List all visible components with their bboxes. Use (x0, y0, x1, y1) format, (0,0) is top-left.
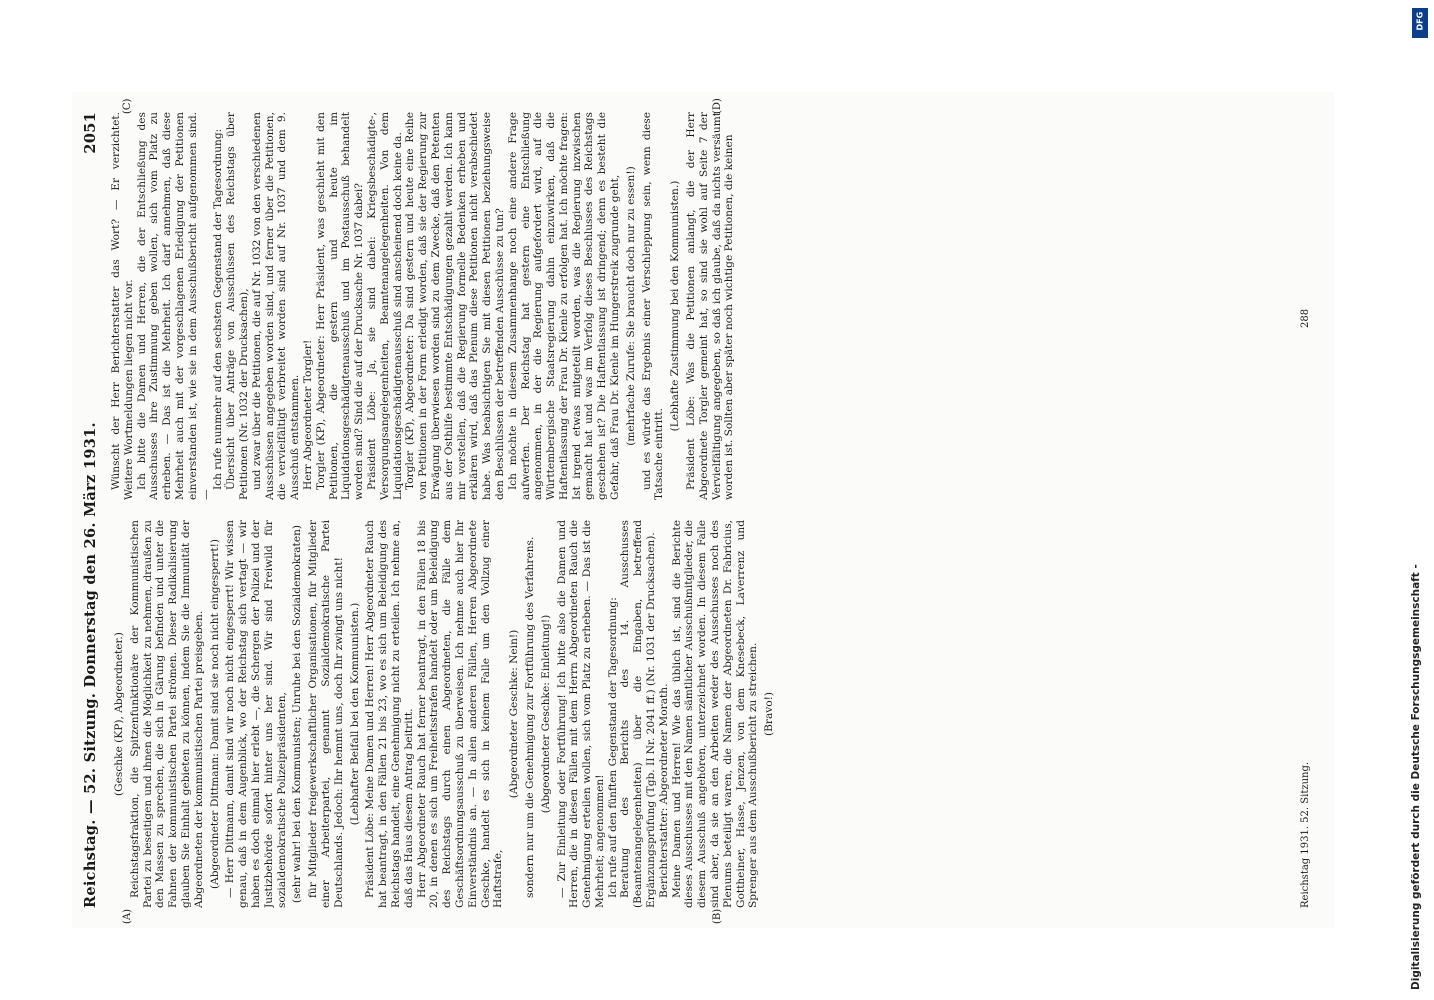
right-column (110, 112, 1290, 500)
paragraph: Ich rufe auf den fünften Gegenstand der Tagesordnung: (606, 597, 619, 898)
paragraph: Ich rufe nunmehr auf den sechsten Gegenstand der Tagesordnung: (212, 128, 225, 490)
left-column (110, 520, 1290, 908)
digitization-sidebar (1406, 0, 1434, 1000)
rotated-page (72, 92, 1334, 928)
paragraph: Beratung des Berichts des 14. Ausschusses (Beamtenangelegenheiten) über die Eingaben, betreffend Ergänzungsprüfung (Tgb. II Nr. 2041 ff.) (Nr. 1031 der Drucksachen). (619, 520, 658, 908)
paragraph: (sehr wahr! bei den Kommunisten; Unruhe bei den Sozialdemokraten) (291, 524, 304, 904)
paragraph: Torgler (KP), Abgeordneter: Herr Präsident, was geschieht mit den Petitionen, die gestern und heute im Liquidationsgeschädigtenausschuß und im Postausschuß behandelt worden sind? Sind die auf der Drucksache Nr. 1037 dabei? (314, 112, 366, 500)
paragraph: (mehrfache Zurufe: Sie braucht doch nur zu essen!) (624, 166, 637, 446)
paragraph: Übersicht über Anträge von Ausschüssen des Reichstags über Petitionen (Nr. 1032 der Drucksachen), (225, 112, 250, 500)
paragraph: (Bravo!) (763, 691, 776, 737)
paragraph: Herr Abgeordneter Rauch hat ferner beantragt, in den Fällen 18 bis 20, in denen es sich um Freiheitsstrafen handelt oder um Beleidigung des Reichstags durch einen Abgeordneten, die Fälle dem Geschäftsordnungsausschuß zu überweisen. Ich nehme auch hier Ihr Einverständnis an. — In allen anderen Fällen, Herren Abgeordnete Geschke, handelt es sich in keinem Falle um den Vollzug einer Haftstrafe, (415, 520, 505, 908)
paragraph: und zwar über die Petitionen, die auf Nr. 1032 von den verschiedenen Ausschüssen angegeben worden sind, und ferner über die Petitionen, die vervielfältigt verbreitet worden sind auf Nr. 1037 und dem 9. Ausschuß entstammen. (250, 112, 302, 500)
margin-marker-a: (A) (122, 908, 133, 924)
paragraph: Präsident Löbe: Ja, sie sind dabei: Kriegsbeschädigte-, Versorgungsangelegenheiten, Beamtenangelegenheiten. Von dem Liquidationsgeschädigtenausschuß sind anscheinend doch keine da. (365, 112, 404, 500)
scanned-page (72, 92, 1334, 928)
margin-marker-c: (C) (122, 98, 133, 114)
footer-page-count: 288 (1300, 308, 1311, 328)
paragraph: Präsident Löbe: Was die Petitionen anlangt, die der Herr Abgeordnete Torgler gemeint hat, so sind sie wohl auf Seite 7 der Vervielfältigung angegeben, so daß ich glaube, daß da nichts versäumt worden ist. Sollten aber später noch wichtige Petitionen, die keinen (685, 112, 736, 500)
paragraph: und es würde das Ergebnis einer Verschleppung sein, wenn diese Tatsache eintritt. (640, 112, 666, 500)
paragraph: Präsident Löbe: Meine Damen und Herren! Herr Abgeordneter Rauch hat beantragt, in den Fällen 21 bis 23, wo es sich um Beleidigung des Reichstags handelt, eine Genehmigung nicht zu erteilen. Ich nehme an, daß das Haus diesem Antrag beitritt. (364, 520, 415, 908)
paragraph: Ich bitte die Damen und Herren, die der Entschließung des Ausschusses ihre Zustimmung geben wollen, sich vom Platz zu erheben. — Das ist die Mehrheit. Ich darf annehmen, daß diese Mehrheit auch mit der vorgeschlagenen Erledigung der Petitionen einverstanden ist, wie sie in dem Ausschußbericht aufgenommen sind. — (135, 112, 212, 500)
paragraph: Meine Damen und Herren! Wie das üblich ist, sind die Berichte dieses Ausschusses mit den Namen sämtlicher Ausschußmitglieder, die diesem Ausschuß angehören, unterzeichnet worden. In diesem Falle sind aber, da sie an den Arbeiten weder des Ausschusses noch des Plenums beteiligt waren, die Namen der Abgeordneten Dr. Fabricius, Gottheiner, Hasse, Jenzen, von dem Knesebeck, Laverrenz und Sprenger aus dem Ausschußbericht zu streichen. (670, 520, 760, 908)
paragraph: Berichterstatter: Abgeordneter Morath. (657, 683, 670, 898)
page-header (82, 112, 104, 908)
paragraph: (Abgeordneter Geschke: Nein!) (508, 629, 521, 799)
dfg-logo: DFG (1412, 8, 1428, 38)
paragraph: (Abgeordneter Dittmann: Damit sind sie noch nicht eingesperrt!) (208, 538, 221, 890)
paragraph: Herr Abgeordneter Torgler! (301, 339, 314, 490)
paragraph: Ich möchte in diesem Zusammenhange noch eine andere Frage aufwerfen. Der Reichstag hat gestern eine Entschließung angenommen, in der die Regierung aufgefordert wird, auf die Württembergische Staatsregierung dahin einzuwirken, daß die Haftentlassung der Frau Dr. Kienle zu erfolgen hat. Ich möchte fragen: Ist irgend etwas mitgeteilt worden, was die Regierung inzwischen gemacht hat und was im Verfolg dieses Beschlusses des Reichstags geschehen ist? Die Haftentlassung ist dringend; denn es besteht die Gefahr, daß Frau Dr. Kienle im Hungerstreik zugrunde geht, (506, 112, 622, 500)
paragraph: für Mitglieder freigewerkschaftlicher Organisationen, für Mitglieder einer Arbeiterpartei, genannt Sozialdemokratische Partei Deutschlands. Jedoch: Ihr hemmt uns, doch Ihr zwingt uns nicht! (307, 520, 345, 908)
header-title: Reichstag. — 52. Sitzung. Donnerstag den 26. März 1931. (82, 422, 99, 908)
margin-marker-d: (D) (712, 98, 723, 114)
paragraph: (Lebhafter Beifall bei den Kommunisten.) (348, 602, 361, 826)
paragraph: — Zur Einleitung oder Fortführung! Ich bitte also die Damen und Herren, die in diesen Fällen mit dem Herrn Abgeordneten Rauch die Genehmigung erteilen wollen, sich vom Platz zu erheben. — Das ist die Mehrheit; angenommen! (555, 520, 606, 908)
margin-marker-b: (B) (712, 908, 723, 924)
paragraph: Reichstagsfraktion, die Spitzenfunktionäre der Kommunistischen Partei zu beseitigen und ihnen die Möglichkeit zu nehmen, draußen zu den Massen zu sprechen, die sich in Gärung befinden und unter die Fahnen der kommunistischen Partei strömen. Dieser Radikalisierung glauben Sie Einhalt gebieten zu können, indem Sie die Immunität der Abgeordneten der kommunistischen Partei preisgeben. (128, 520, 205, 908)
paragraph: (Geschke (KP), Abgeordneter.) (113, 632, 125, 796)
paragraph: (Abgeordneter Geschke: Einleitung!) (539, 614, 552, 814)
paragraph: sondern nur um die Genehmigung zur Fortführung des Verfahrens. (523, 536, 536, 898)
paragraph: Torgler (KP), Abgeordneter: Da sind gestern und heute eine Reihe von Petitionen in der Form erledigt worden, daß sie der Regierung zur Erwägung überwiesen worden sind zu dem Zwecke, daß den Petenten aus der Osthilfe bestimmte Entschädigungen gezahlt werden. Ich kann mir vorstellen, daß die Regierung formelle Bedenken erheben und erklären wird, daß das Plenum diese Petitionen nicht verabschiedet habe. Was beabsichtigen Sie mit diesen Petitionen beziehungsweise den Beschlüssen der betreffenden Ausschüsse zu tun? (404, 112, 506, 500)
digitization-note: Digitalisierung gefördert durch die Deutsche Forschungsgemeinschaft - (1410, 564, 1422, 990)
paragraph: (Lebhafte Zustimmung bei den Kommunisten.) (669, 180, 682, 432)
footer-left: Reichstag 1931. 52. Sitzung. (1300, 761, 1311, 908)
paragraph: — Herr Dittmann, damit sind wir noch nicht eingesperrt! Wir wissen genau, daß in dem Augenblick, wo der Reichstag sich vertagt — wir haben es doch einmal hier erlebt —, die Schergen der Polizei und der Justizbehörde sofort hinter uns her sind. Wir sind Freiwild für sozialdemokratische Polizeipräsidenten, (224, 520, 288, 908)
paragraph: Wünscht der Herr Berichterstatter das Wort? — Er verzichtet. Weitere Wortmeldungen liegen nicht vor. (110, 112, 135, 500)
page-number: 2051 (82, 112, 99, 154)
